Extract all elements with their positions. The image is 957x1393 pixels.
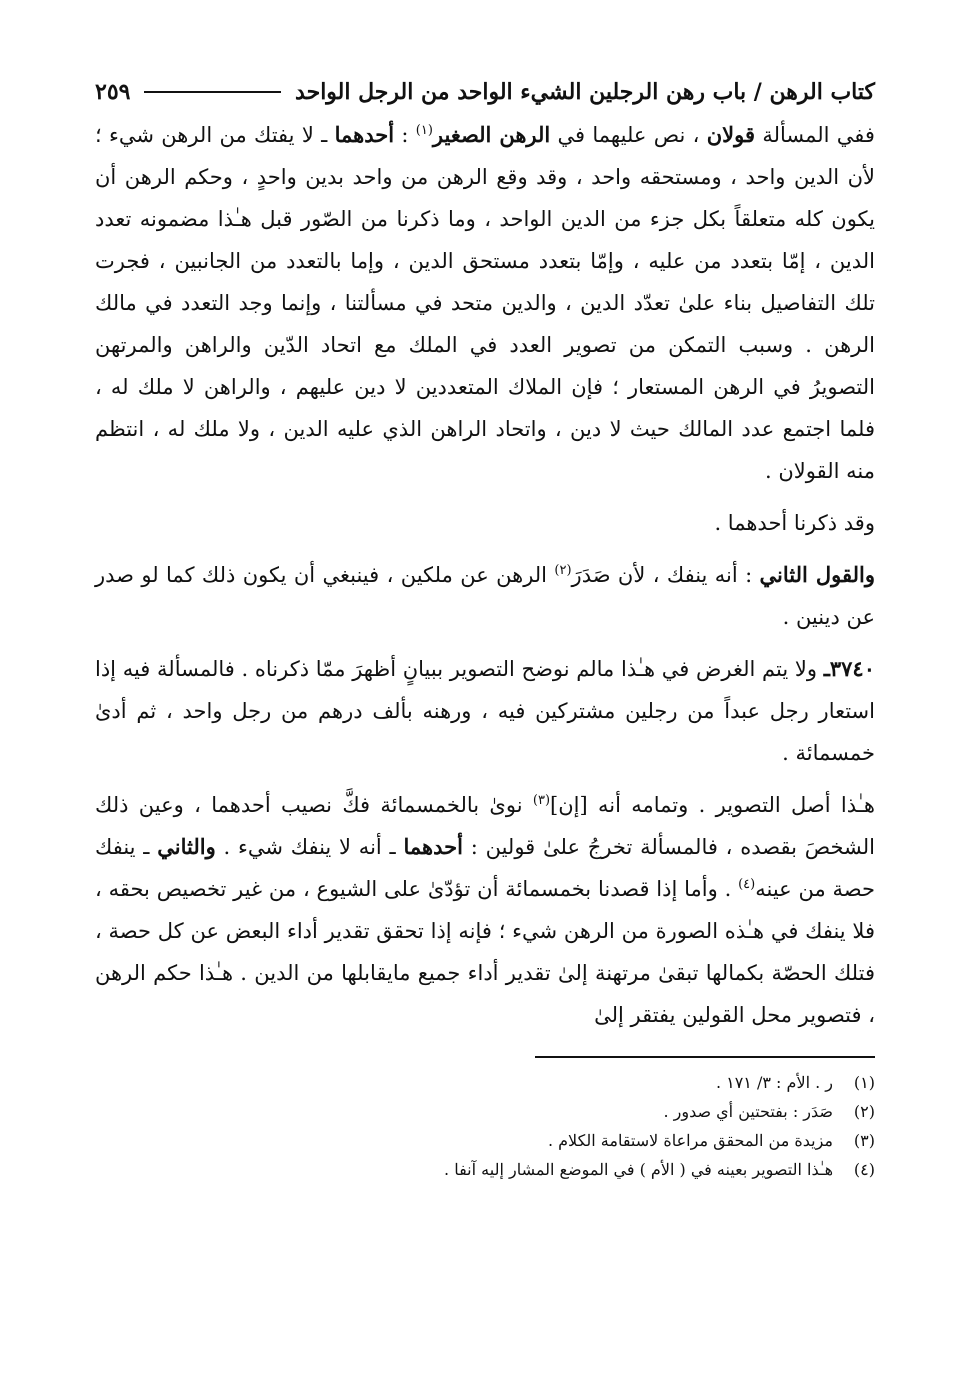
footnote xyxy=(95,1097,875,1126)
footnote-reference: (٣) xyxy=(532,793,551,808)
paragraph xyxy=(95,114,875,492)
text-run: نوىٰ بالخمسمائة فكَّ نصيب أحدهما ، وعين ذلك الشخصَ بقصده ، فالمسألة تخرجُ علىٰ قولين : xyxy=(95,793,875,859)
bold-term: والقول الثاني xyxy=(759,562,875,587)
text-run: ففي المسألة xyxy=(755,123,875,147)
paragraph xyxy=(95,554,875,638)
footnote xyxy=(95,1126,875,1155)
footnote-text: صَدَر : بفتحتين أي صدور . xyxy=(663,1102,833,1121)
text-run: ولا يتم الغرض في هـٰذا مالم نوضح التصوير ببيانٍ أظهرَ ممّا ذكرناه . فالمسألة فيه إذا استعار رجل عبداً من رجلين مشتركين فيه ، ورهنه بألف درهم من رجل واحد ، ثم أدىٰ خمسمائة . xyxy=(95,657,875,765)
bold-term: والثاني xyxy=(157,834,216,859)
paragraph xyxy=(95,648,875,774)
footnotes xyxy=(95,1068,875,1184)
footnote-reference: (١) xyxy=(415,123,433,138)
paragraph xyxy=(95,502,875,544)
text-run: : أنه ينفك ، لأن صَدَرَ xyxy=(571,563,760,587)
header-title: كتاب الرهن / باب رهن الرجلين الشيء الواحد من الرجل الواحد xyxy=(295,79,875,105)
text-run: هـٰذا أصل التصوير . وتمامه أنه [إن] xyxy=(550,793,875,817)
bold-term: ٣٧٤٠ـ xyxy=(823,656,875,681)
footnote-reference: (٤) xyxy=(738,877,756,892)
text-run: ـ لا يفتك من الرهن شيء ؛ لأن الدين واحد ، ومستحقه واحد ، وقد وقع الرهن من واحد بدين واحدٍ ، وحكم الرهن أن يكون كله متعلقاً بكل جزء من الدين الواحد ، وما ذكرنا من الصّور قبل هـٰذا مضمونه تعدد الدين ، إمّا بتعدد من عليه ، وإمّا بتعدد مستحق الدين ، وإما بالتعدد من الجانبين ، فجرت تلك التفاصيل بناء علىٰ تعدّد الدين ، والدين متحد في مسألتنا ، وإنما وجد التعدد في مالك الرهن . وسبب التمكن من تصوير العدد في الملك مع اتحاد الدّين والراهن والمرتهن التصويرُ في الرهن المستعار ؛ فإن الملاك المتعددين لا دين عليهم ، والراهن لا ملك له ، فلما اجتمع عدد المالك حيث لا دين ، واتحاد الراهن الذي عليه الدين ، ولا ملك له ، انتظم منه القولان . xyxy=(95,123,875,483)
text-run: الرهن عن ملكين ، فينبغي أن يكون ذلك كما لو صدر عن دينين . xyxy=(95,563,875,629)
footnote xyxy=(95,1155,875,1184)
footnote-number: (٣) xyxy=(853,1131,875,1150)
document-page xyxy=(95,70,875,1370)
page-number: ٢٥٩ xyxy=(95,79,131,105)
footnote-text: هـٰذا التصوير بعينه في ( الأم ) في الموضع المشار إليه آنفا . xyxy=(444,1160,833,1179)
text-run: ، نص عليهما في xyxy=(550,123,707,147)
footnote-text: ر . الأم : ٣/ ١٧١ . xyxy=(715,1073,833,1092)
header-rule xyxy=(144,91,281,93)
footnote-number: (٤) xyxy=(853,1160,875,1179)
footnote-number: (١) xyxy=(853,1073,875,1092)
bold-term: أحدهما xyxy=(334,122,395,147)
text-run: ـ أنه لا ينفك شيء . xyxy=(215,835,404,859)
footnote-text: مزيدة من المحقق مراعاة لاستقامة الكلام . xyxy=(547,1131,833,1150)
text-run: : xyxy=(394,123,416,147)
footnote-separator xyxy=(535,1056,875,1058)
text-run: . وأما إذا قصدنا بخمسمائة أن تؤدّىٰ على الشيوع ، من غير تخصيص بحقه ، فلا ينفك في هـٰذه الصورة من الرهن شيء ؛ فإنه إذا تحقق تقدير أداء البعض عن كل حصة ، فتلك الحصّة بكمالها تبقىٰ مرتهنة إلىٰ تقدير أداء جميع مايقابلها من الدين . هـٰذا حكم الرهن ، فتصوير محل القولين يفتقر إلىٰ xyxy=(95,877,875,1027)
main-text xyxy=(95,114,875,1036)
footnote-reference: (٢) xyxy=(554,563,572,578)
footnote xyxy=(95,1068,875,1097)
bold-term: أحدهما xyxy=(403,834,463,859)
text-run: وقد ذكرنا أحدهما . xyxy=(714,511,875,535)
footnote-number: (٢) xyxy=(853,1102,875,1121)
paragraph xyxy=(95,784,875,1036)
text-run: ـ ينفك حصة من عينه xyxy=(95,835,876,901)
bold-term: قولان xyxy=(706,122,756,147)
running-header xyxy=(95,70,875,114)
bold-term: الرهن الصغير xyxy=(432,122,551,147)
